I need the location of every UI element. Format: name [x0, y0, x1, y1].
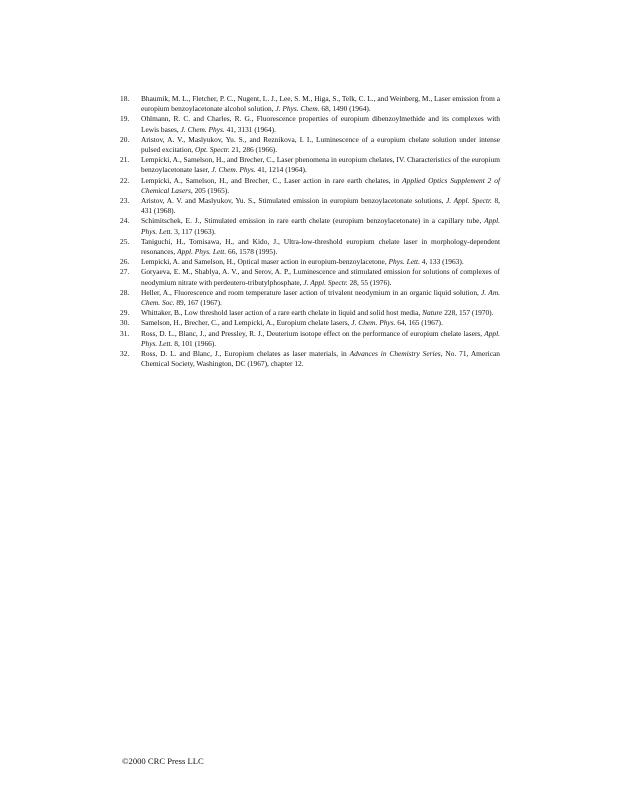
reference-source-title: J. Chem. Phys.: [180, 124, 225, 134]
reference-text: Lempicki, A., Samelson, H., and Brecher, C., Laser phenomena in europium chelates, IV. Characteristics of the europium benzoylacetonate laser,: [141, 155, 500, 175]
reference-text: , No. 71, American Chemical Society, Washington, DC (1967), chapter 12.: [141, 349, 500, 369]
reference-text: Heller, A., Fluorescence and room temperature laser action of trivalent neodymium in an organic liquid solution,: [141, 287, 482, 297]
reference-entry: [120, 196, 500, 216]
reference-text: 8, 101 (1966).: [172, 338, 217, 348]
reference-number: 26.: [120, 257, 130, 267]
reference-number: 23.: [120, 196, 130, 206]
reference-text: 66, 1578 (1995).: [226, 247, 278, 257]
reference-text: Bhaumik, M. L., Fletcher, P. C., Nugent, L. J., Lee, S. M., Higa, S., Telk, C. L., and Weinberg, M., Laser emission from a europium benzoylacetonate alcohol solution,: [141, 94, 500, 114]
reference-text: 3, 117 (1963).: [172, 226, 216, 236]
reference-source-title: J. Am. Chem. Soc.: [141, 287, 501, 308]
reference-text: Lempicki, A., Samelson, H., and Brecher, C., Laser action in rare earth chelates, in: [141, 175, 403, 185]
reference-entry: [120, 288, 500, 308]
reference-number: 31.: [120, 328, 130, 338]
reference-entry: [120, 257, 500, 267]
reference-text: Ohlmann, R. C. and Charles, R. G., Fluorescence properties of europium dibenzoylmethide and its complexes with Lewis bases,: [141, 114, 500, 134]
reference-source-title: Nature: [422, 308, 443, 318]
reference-number: 30.: [120, 318, 130, 328]
reference-entry: [120, 155, 500, 175]
reference-number: 20.: [120, 134, 130, 144]
copyright-footer: ©2000 CRC Press LLC: [122, 756, 204, 766]
reference-text: 41, 1214 (1964).: [255, 165, 307, 175]
reference-text: 68, 1490 (1964).: [319, 104, 371, 114]
reference-text: Schimitschek, E. J., Stimulated emission in rare earth chelate (europium benzoylacetonate) in a capillary tube,: [141, 216, 485, 226]
reference-entry: [120, 267, 500, 287]
reference-number: 22.: [120, 175, 130, 185]
reference-entry: [120, 176, 500, 196]
reference-entry: [120, 318, 500, 328]
reference-text: Aristov, A. V. and Maslyukov, Yu. S., Stimulated emission in europium benzoylacetonate solutions,: [141, 196, 447, 206]
reference-text: 89, 167 (1967).: [174, 298, 222, 308]
reference-source-title: Opt. Spectr.: [194, 145, 230, 155]
reference-number: 24.: [120, 216, 130, 226]
reference-text: Samelson, H., Brecher, C., and Lempicki, A., Europium chelate lasers,: [141, 318, 352, 328]
reference-number: 25.: [120, 236, 130, 246]
reference-list: [120, 94, 500, 369]
reference-number: 29.: [120, 308, 130, 318]
reference-source-title: Phys. Lett.: [388, 257, 420, 267]
reference-text: 28, 55 (1976).: [347, 277, 392, 287]
reference-source-title: Appl. Phys. Lett.: [141, 216, 500, 236]
reference-text: , 205 (1965).: [190, 185, 230, 195]
reference-text: 64, 165 (1967).: [395, 318, 443, 328]
reference-text: 21, 286 (1966).: [229, 145, 278, 155]
reference-number: 32.: [120, 349, 130, 359]
reference-source-title: Applied Optics Supplement 2 of Chemical Lasers: [141, 175, 500, 195]
reference-number: 18.: [120, 94, 130, 103]
reference-source-title: J. Phys. Chem.: [275, 104, 320, 114]
reference-number: 21.: [120, 155, 130, 165]
reference-entry: [120, 114, 500, 134]
reference-text: Goryaeva, E. M., Shablya, A. V., and Serov, A. P., Luminescence and stimulated emission for solutions of complexes of neodymium nitrate with perdeutero-tributylphosphate,: [141, 267, 500, 287]
reference-source-title: Advances in Chemistry Series: [349, 349, 441, 359]
reference-number: 27.: [120, 267, 130, 277]
reference-number: 28.: [120, 287, 130, 297]
reference-text: 4, 133 (1963).: [419, 257, 464, 267]
reference-source-title: Appl. Phys. Lett.: [177, 247, 227, 257]
reference-text: 41, 3131 (1964).: [224, 124, 276, 134]
reference-text: 8, 431 (1968).: [141, 196, 501, 216]
reference-number: 19.: [120, 114, 130, 124]
reference-text: 228, 157 (1970).: [442, 308, 494, 318]
reference-entry: [120, 329, 500, 349]
reference-source-title: J. Appl. Spectr.: [303, 277, 348, 287]
reference-entry: [120, 135, 500, 155]
reference-entry: [120, 308, 500, 318]
reference-source-title: J. Chem. Phys.: [211, 165, 256, 175]
reference-text: Taniguchi, H., Tomisawa, H., and Kido, J., Ultra-low-threshold europium chelate laser in morphology-dependent resonances,: [141, 236, 500, 257]
reference-source-title: J. Appl. Spectr.: [446, 196, 492, 206]
reference-source-title: J. Chem. Phys.: [351, 318, 396, 328]
reference-text: Ross, D. L. and Blanc, J., Europium chelates as laser materials, in: [141, 349, 350, 359]
reference-text: Whittaker, B., Low threshold laser action of a rare earth chelate in liquid and solid host media,: [141, 308, 423, 318]
reference-text: Lempicki, A. and Samelson, H., Optical maser action in europium-benzoylacetone,: [141, 257, 389, 267]
reference-source-title: Appl. Phys. Lett.: [141, 328, 500, 348]
reference-text: Ross, D. L., Blanc, J., and Pressley, R. J., Deuterium isotope effect on the performance of europium chelate lasers,: [141, 328, 485, 338]
reference-entry: [120, 237, 500, 257]
reference-text: Aristov, A. V., Maslyukov, Yu. S., and Reznikova, I. I., Luminescence of a europium chelate solution under intense pulsed excitation,: [141, 134, 500, 155]
reference-entry: [120, 94, 500, 114]
reference-entry: [120, 216, 500, 236]
reference-entry: [120, 349, 500, 369]
